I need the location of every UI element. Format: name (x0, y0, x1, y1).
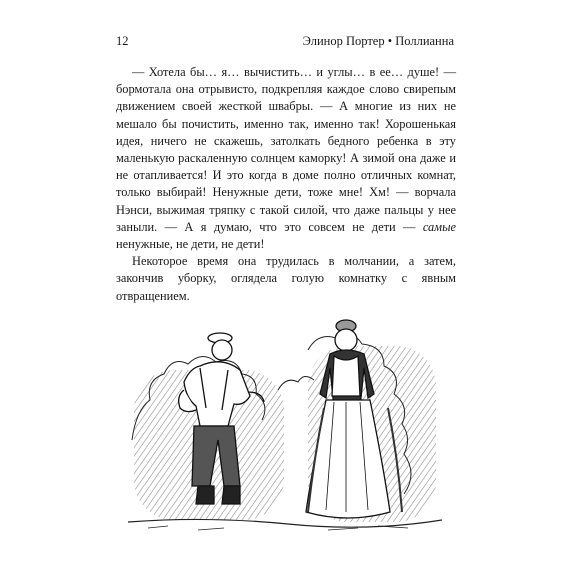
paragraph (116, 64, 456, 253)
emphasis: самые (422, 219, 456, 234)
paragraph-text: — Хотела бы… я… вычистить… и углы… в ее… душе! — бормотала она отрывисто, подкрепляя каждое слово свирепым движением своей жесткой швабры. — А многие из них не мешало бы почистить, именно так, именно так! Хорошенькая идея, ничего не скажешь, затолкать бедного ребенка в эту маленькую раскаленную солнцем каморку! А зимой она даже и не отапливается! И это когда в доме полно отличных комнат, только выбирай! Ненужные дети, тоже мне! Хм! — ворчала Нэнси, выжимая тряпку с такой силой, что даже пальцы у нее заныли. — А я думаю, что это совсем не дети — (116, 65, 456, 234)
illustration (128, 290, 442, 538)
running-title: Элинор Портер • Поллианна (302, 34, 454, 48)
page-number: 12 (116, 34, 129, 48)
page-header (116, 34, 454, 50)
paragraph-text: ненужные, не дети, не дети! (116, 237, 265, 252)
body-text (116, 64, 456, 305)
paragraph-text: Некоторое время она трудилась в молчании, а затем, закончив уборку, оглядела голую комнатку с явным отвращением. (116, 254, 456, 303)
